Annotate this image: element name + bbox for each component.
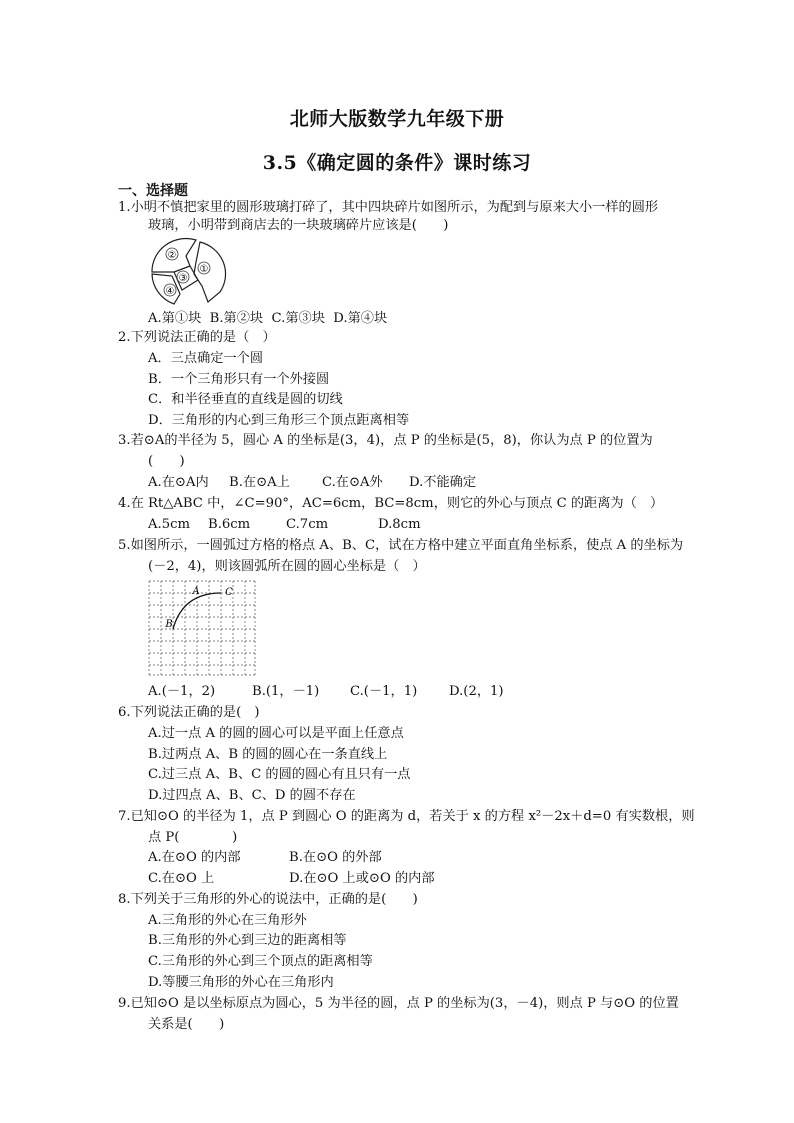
q8-option-a: A.三角形的外心在三角形外	[148, 913, 307, 928]
question-1-line-1: 1.小明不慎把家里的圆形玻璃打碎了，其中四块碎片如图所示，为配到与原来大小一样的圆形	[118, 200, 659, 215]
section-heading: 一、选择题	[118, 183, 188, 199]
question-4-stem: 4.在 Rt△ABC 中，∠C=90°，AC=6cm，BC=8cm，则它的外心与顶点 C 的距离为（ ）	[118, 496, 664, 511]
question-1-line-2: 玻璃，小明带到商店去的一块玻璃碎片应该是( )	[148, 218, 449, 233]
q1-option-d: D.第④块	[333, 311, 388, 326]
q8-option-c: C.三角形的外心到三个顶点的距离相等	[148, 954, 373, 969]
q7-option-b: B.在⊙O 的外部	[289, 850, 382, 865]
q2-option-b: B．一个三角形只有一个外接圆	[148, 372, 330, 387]
q4-option-b: B.6cm	[208, 517, 251, 532]
question-6-stem: 6.下列说法正确的是( )	[118, 705, 260, 720]
q7-option-d: D.在⊙O 上或⊙O 的内部	[289, 871, 435, 886]
q2-option-d: D．三角形的内心到三角形三个顶点距离相等	[148, 413, 410, 428]
q4-option-c: C.7cm	[286, 517, 329, 532]
q8-option-b: B.三角形的外心到三边的距离相等	[148, 933, 347, 948]
q1-option-c: C.第③块	[271, 311, 325, 326]
question-3-line-1: 3.若⊙A的半径为 5，圆心 A 的坐标是(3，4)，点 P 的坐标是(5，8)，你认为点 P 的位置为	[118, 433, 653, 448]
grid-arc-figure	[147, 579, 257, 677]
question-7-line-1: 7.已知⊙O 的半径为 1，点 P 到圆心 O 的距离为 d，若关于 x 的方程 x²－2x＋d=0 有实数根，则	[118, 809, 695, 824]
q1-option-b: B.第②块	[209, 311, 264, 326]
fragment-label-1: ①	[199, 264, 209, 275]
q6-option-b: B.过两点 A、B 的圆的圆心在一条直线上	[148, 747, 388, 762]
question-3-line-2: ( )	[148, 454, 185, 469]
q2-option-a: A．三点确定一个圆	[148, 351, 264, 366]
page-subtitle: 3.5《确定圆的条件》课时练习	[262, 152, 532, 174]
q6-option-d: D.过四点 A、B、C、D 的圆不存在	[148, 788, 356, 803]
q4-option-d: D.8cm	[378, 517, 421, 532]
glass-fragments-figure	[146, 236, 228, 308]
q2-option-c: C．和半径垂直的直线是圆的切线	[148, 392, 343, 407]
question-2-stem: 2.下列说法正确的是（ ）	[118, 330, 276, 345]
question-9-line-2: 关系是( )	[148, 1017, 225, 1032]
q6-option-c: C.过三点 A、B、C 的圆的圆心有且只有一点	[148, 767, 411, 782]
q3-option-b: B.在⊙A上	[229, 475, 290, 490]
fragment-label-3: ③	[178, 273, 188, 284]
grid-label-c: C	[225, 587, 233, 598]
fragment-label-4: ④	[165, 286, 175, 297]
q8-option-d: D.等腰三角形的外心在三角形内	[148, 975, 334, 990]
q6-option-a: A.过一点 A 的圆的圆心可以是平面上任意点	[148, 726, 404, 741]
q3-option-d: D.不能确定	[409, 475, 477, 490]
q7-option-c: C.在⊙O 上	[148, 871, 215, 886]
q3-option-a: A.在⊙A内	[148, 475, 209, 490]
q4-option-a: A.5cm	[148, 517, 190, 532]
q7-option-a: A.在⊙O 的内部	[148, 850, 241, 865]
fragment-label-2: ②	[167, 250, 177, 261]
q5-option-c: C.(－1，1)	[350, 684, 418, 699]
question-5-line-1: 5.如图所示，一圆弧过方格的格点 A、B、C，试在方格中建立平面直角坐标系，使点 A 的坐标为	[118, 538, 684, 553]
question-5-line-2: (－2，4)，则该圆弧所在圆的圆心坐标是（ ）	[148, 559, 426, 574]
question-1-options	[148, 311, 387, 327]
q3-option-c: C.在⊙A外	[322, 475, 383, 490]
q5-option-b: B.(1，－1)	[252, 684, 320, 699]
q5-option-d: D.(2，1)	[449, 684, 504, 699]
question-8-stem: 8.下列关于三角形的外心的说法中，正确的是( )	[118, 892, 418, 907]
question-7-line-2: 点 P( )	[148, 830, 238, 845]
arc-abc	[173, 593, 221, 629]
grid-label-a: A	[192, 586, 200, 597]
grid-label-b: B	[165, 619, 173, 630]
page-title: 北师大版数学九年级下册	[289, 108, 505, 130]
q5-option-a: A.(－1，2)	[148, 684, 216, 699]
q1-option-a: A.第①块	[148, 311, 202, 326]
question-9-line-1: 9.已知⊙O 是以坐标原点为圆心，5 为半径的圆，点 P 的坐标为(3，－4)，则点 P 与⊙O 的位置	[118, 996, 679, 1011]
